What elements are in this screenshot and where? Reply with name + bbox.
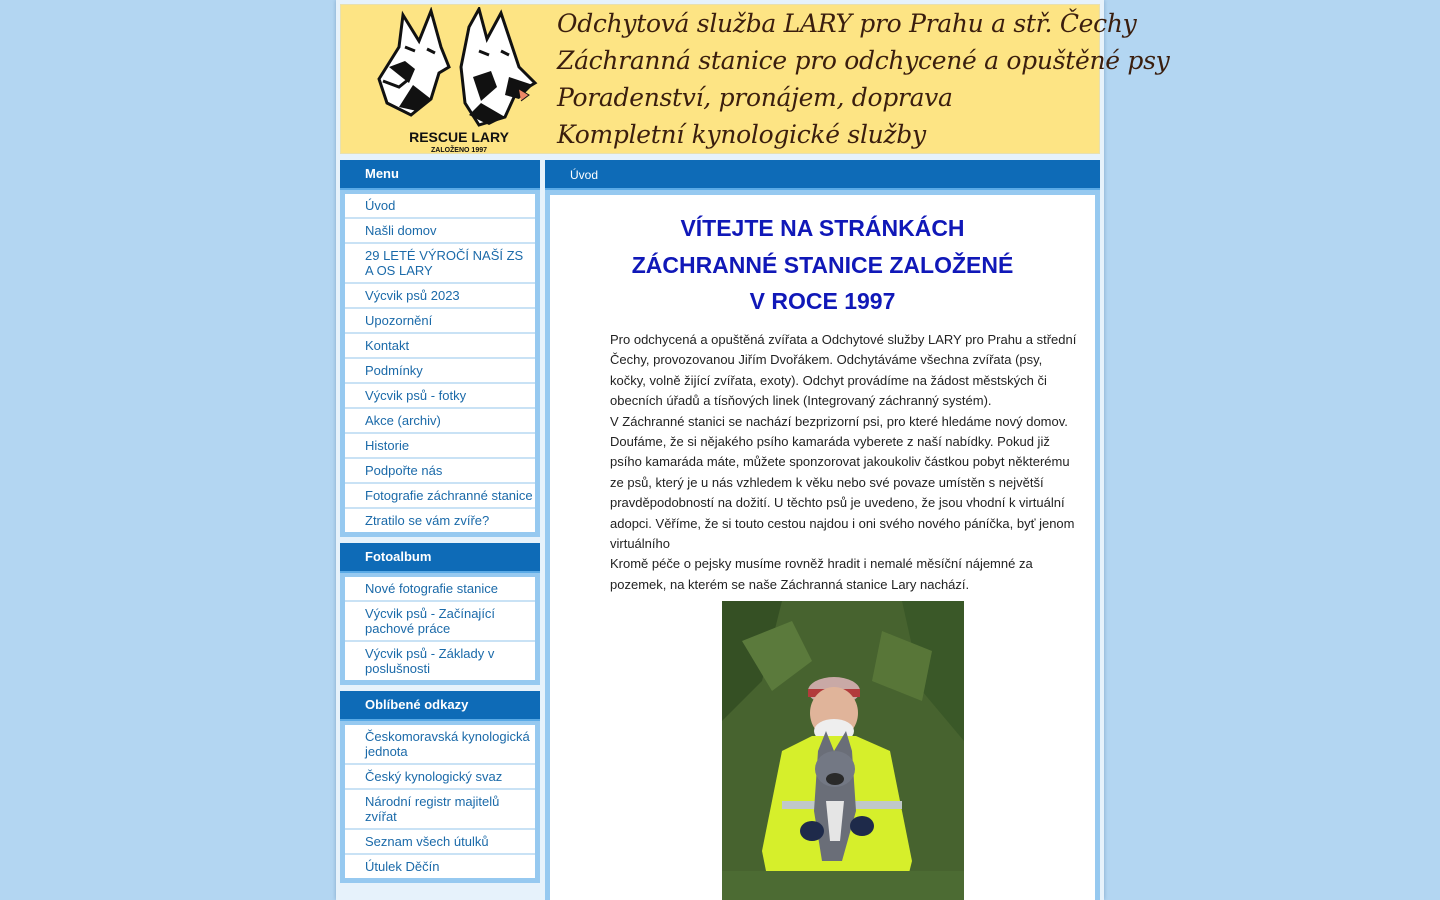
man-with-dog-photo (722, 601, 964, 900)
links-title: Oblíbené odkazy (340, 691, 540, 721)
menu-item-fotografie-stanice[interactable]: Fotografie záchranné stanice (345, 484, 535, 509)
banner-line-4: Kompletní kynologické služby (557, 120, 926, 149)
menu-item-kontakt[interactable]: Kontakt (345, 334, 535, 359)
site-banner (340, 4, 1170, 154)
links-list (340, 721, 540, 883)
german-shepherd-dogs-icon (369, 7, 549, 129)
fotoalbum-list (340, 573, 540, 685)
fotoalbum-item-poslusnost[interactable]: Výcvik psů - Základy v poslušnosti (345, 642, 535, 680)
menu-item-vyroci[interactable]: 29 LETÉ VÝROČÍ NAŠÍ ZS A OS LARY (345, 244, 535, 284)
link-item-cks[interactable]: Český kynologický svaz (345, 765, 535, 790)
content-panel (550, 195, 1095, 900)
welcome-heading-line-3: V ROCE 1997 (749, 288, 896, 314)
menu-item-upozorneni[interactable]: Upozornění (345, 309, 535, 334)
intro-text (610, 330, 1080, 595)
menu-item-nasli-domov[interactable]: Našli domov (345, 219, 535, 244)
menu-item-uvod[interactable]: Úvod (345, 194, 535, 219)
fotoalbum-item-nove[interactable]: Nové fotografie stanice (345, 577, 535, 602)
menu-item-podminky[interactable]: Podmínky (345, 359, 535, 384)
content-frame (545, 190, 1100, 900)
menu-item-akce-archiv[interactable]: Akce (archiv) (345, 409, 535, 434)
logo-title: RESCUE LARY (409, 129, 509, 145)
menu-item-vycvik-fotky[interactable]: Výcvik psů - fotky (345, 384, 535, 409)
banner-line-2: Záchranná stanice pro odchycené a opuštěné psy (557, 46, 1170, 75)
sidebar (340, 160, 540, 889)
welcome-heading-line-2: ZÁCHRANNÉ STANICE ZALOŽENÉ (631, 252, 1014, 278)
link-item-cmkj[interactable]: Českomoravská kynologická jednota (345, 725, 535, 765)
menu-item-vycvik-2023[interactable]: Výcvik psů 2023 (345, 284, 535, 309)
menu-title: Menu (340, 160, 540, 190)
intro-paragraph-2: V Záchranné stanici se nachází bezprizorní psi, pro které hledáme nový domov. Doufáme, že si nějakého psího kamaráda vyberete z naší nabídky. Pokud již psího kamaráda máte, můžete sponzorovat jakoukoliv částkou pobyt některému ze psů, který je u nás vzhledem k věku nebo své povaze umístěn s největší pravděpodobností na dožití. U těchto psů je uvedeno, že jsou vhodní k virtuální adopci. Věříme, že si touto cestou najdou i oni svého nového páníčka, byť jenom virtuálního (610, 413, 1075, 552)
intro-paragraph-3: Kromě péče o pejsky musíme rovněž hradit i nemalé měsíční nájemné za pozemek, na kterém se naše Záchranná stanice Lary nachází. (610, 556, 1033, 592)
rescue-lary-logo[interactable] (369, 7, 549, 157)
link-item-utulky[interactable]: Seznam všech útulků (345, 830, 535, 855)
intro-paragraph-1: Pro odchycená a opuštěná zvířata a Odchytové služby LARY pro Prahu a střední Čechy, provozovanou Jiřím Dvořákem. Odchytáváme všechna zvířata (psy, kočky, volně žijící zvířata, exoty). Odchyt provádíme na žádost městských či obecních úřadů a tísňových linek (Integrovaný záchranný systém). (610, 332, 1077, 409)
fotoalbum-item-pachove-prace[interactable]: Výcvik psů - Začínající pachové práce (345, 602, 535, 642)
menu-item-historie[interactable]: Historie (345, 434, 535, 459)
welcome-heading-line-1: VÍTEJTE NA STRÁNKÁCH (680, 215, 965, 241)
fotoalbum-title: Fotoalbum (340, 543, 540, 573)
banner-line-1: Odchytová služba LARY pro Prahu a stř. Čechy (557, 9, 1137, 38)
banner-line-3: Poradenství, pronájem, doprava (557, 83, 953, 112)
breadcrumb (545, 160, 1100, 190)
menu-item-ztratilo-se[interactable]: Ztratilo se vám zvíře? (345, 509, 535, 532)
breadcrumb-item-uvod[interactable]: Úvod (570, 168, 599, 182)
page-container (336, 0, 1170, 900)
logo-subtitle: ZALOŽENO 1997 (430, 147, 487, 154)
menu-list (340, 190, 540, 537)
menu-item-podporte-nas[interactable]: Podpořte nás (345, 459, 535, 484)
link-item-registr[interactable]: Národní registr majitelů zvířat (345, 790, 535, 830)
main-content (545, 160, 1100, 900)
link-item-utulek-decin[interactable]: Útulek Děčín (345, 855, 535, 878)
